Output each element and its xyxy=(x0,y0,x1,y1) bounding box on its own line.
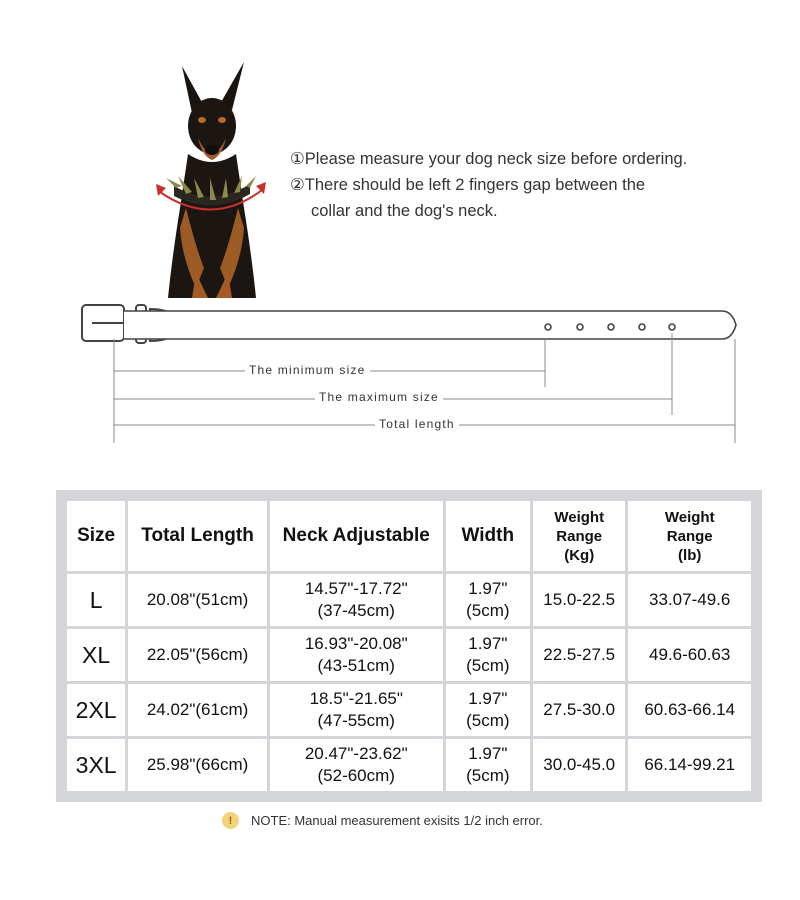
max-size-label: The maximum size xyxy=(315,390,443,404)
cell-weight-lb: 33.07-49.6 xyxy=(628,574,751,626)
instruction-1: ①Please measure your dog neck size before ordering. xyxy=(290,150,688,168)
total-length-label: Total length xyxy=(375,417,459,431)
cell-neck: 16.93"-20.08" (43-51cm) xyxy=(270,629,443,681)
table-row xyxy=(67,574,751,626)
cell-weight-kg: 30.0-45.0 xyxy=(533,739,625,791)
cell-size: 3XL xyxy=(67,739,125,791)
cell-weight-kg: 27.5-30.0 xyxy=(533,684,625,736)
header-size: Size xyxy=(67,501,125,571)
cell-size: XL xyxy=(67,629,125,681)
cell-weight-lb: 60.63-66.14 xyxy=(628,684,751,736)
cell-neck: 20.47"-23.62" (52-60cm) xyxy=(270,739,443,791)
cell-width: 1.97" (5cm) xyxy=(446,574,530,626)
header-total-length: Total Length xyxy=(128,501,267,571)
measurement-note xyxy=(222,812,543,829)
cell-total-length: 24.02"(61cm) xyxy=(128,684,267,736)
table-row xyxy=(67,739,751,791)
min-size-label: The minimum size xyxy=(245,363,370,377)
header-weight-kg: Weight Range (Kg) xyxy=(533,501,625,571)
size-table-container xyxy=(56,490,762,802)
cell-total-length: 22.05"(56cm) xyxy=(128,629,267,681)
table-row xyxy=(67,684,751,736)
cell-total-length: 25.98"(66cm) xyxy=(128,739,267,791)
warning-icon: ! xyxy=(222,812,239,829)
collar-diagram xyxy=(0,295,800,455)
cell-neck: 18.5"-21.65" (47-55cm) xyxy=(270,684,443,736)
cell-width: 1.97" (5cm) xyxy=(446,629,530,681)
cell-weight-lb: 49.6-60.63 xyxy=(628,629,751,681)
table-row xyxy=(67,629,751,681)
instruction-2: ②There should be left 2 fingers gap between the xyxy=(290,176,646,194)
size-table xyxy=(64,498,754,794)
header-weight-lb: Weight Range (lb) xyxy=(628,501,751,571)
measurement-instructions xyxy=(290,146,770,224)
cell-neck: 14.57"-17.72" (37-45cm) xyxy=(270,574,443,626)
cell-weight-kg: 15.0-22.5 xyxy=(533,574,625,626)
cell-size: L xyxy=(67,574,125,626)
cell-weight-lb: 66.14-99.21 xyxy=(628,739,751,791)
cell-width: 1.97" (5cm) xyxy=(446,684,530,736)
instruction-2-cont: collar and the dog's neck. xyxy=(311,202,498,220)
dog-illustration xyxy=(152,58,272,298)
note-text: NOTE: Manual measurement exisits 1/2 inch error. xyxy=(251,813,543,828)
cell-size: 2XL xyxy=(67,684,125,736)
header-width: Width xyxy=(446,501,530,571)
cell-total-length: 20.08"(51cm) xyxy=(128,574,267,626)
cell-weight-kg: 22.5-27.5 xyxy=(533,629,625,681)
cell-width: 1.97" (5cm) xyxy=(446,739,530,791)
table-header-row xyxy=(67,501,751,571)
header-neck-adjustable: Neck Adjustable xyxy=(270,501,443,571)
